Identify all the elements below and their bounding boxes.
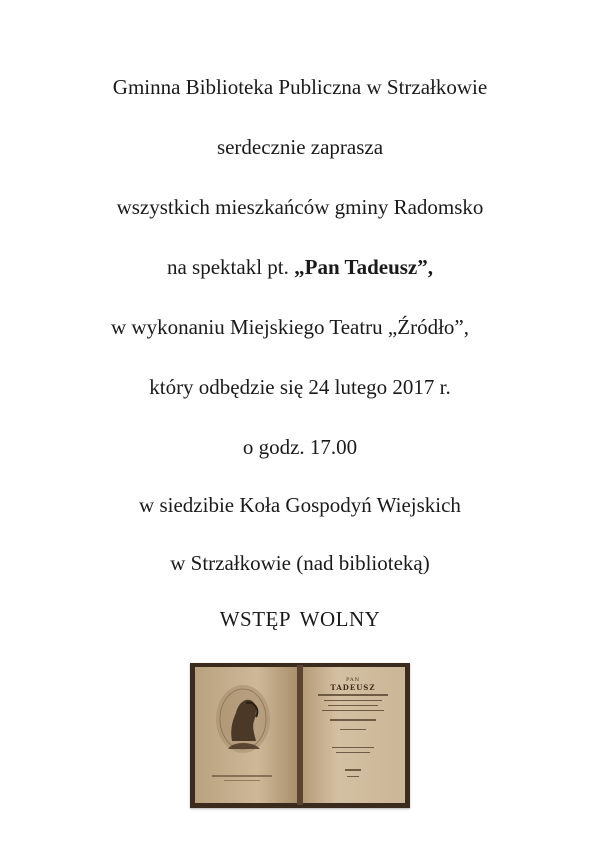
date-line: który odbędzie się 24 lutego 2017 r. xyxy=(149,375,451,399)
portrait-engraving xyxy=(210,681,276,757)
library-name: Gminna Biblioteka Publiczna w Strzałkowie xyxy=(112,75,488,99)
play-title: „Pan Tadeusz”, xyxy=(294,255,434,279)
invite-phrase: serdecznie zaprasza xyxy=(216,135,384,159)
free-entry-notice: WSTĘP WOLNY xyxy=(219,607,381,631)
portrait-caption-sub xyxy=(224,780,260,781)
time-line: o godz. 17.00 xyxy=(242,435,358,459)
audience-line: wszystkich mieszkańców gminy Radomsko xyxy=(116,195,484,219)
title-page-main: TADEUSZ xyxy=(330,683,376,692)
venue-line: w siedzibie Koła Gospodyń Wiejskich xyxy=(139,493,461,517)
title-page-line xyxy=(318,694,388,696)
title-page-line xyxy=(322,710,384,711)
open-book-image xyxy=(190,663,410,808)
event-prefix: na spektakl pt. xyxy=(166,255,295,279)
title-page-line xyxy=(345,769,361,771)
venue-location-line: w Strzałkowie (nad biblioteką) xyxy=(170,551,430,575)
title-page-line xyxy=(336,752,370,753)
portrait-caption xyxy=(212,775,272,777)
title-page-line xyxy=(330,719,376,721)
title-page-top: PAN xyxy=(346,677,360,683)
performer-line: w wykonaniu Miejskiego Teatru „Źródło”, xyxy=(111,315,469,339)
title-page-line xyxy=(340,729,366,730)
title-page-line xyxy=(328,705,378,706)
title-page-line xyxy=(332,747,374,748)
event-line xyxy=(0,254,600,280)
title-page-line xyxy=(324,700,382,701)
title-page-line xyxy=(347,776,359,777)
